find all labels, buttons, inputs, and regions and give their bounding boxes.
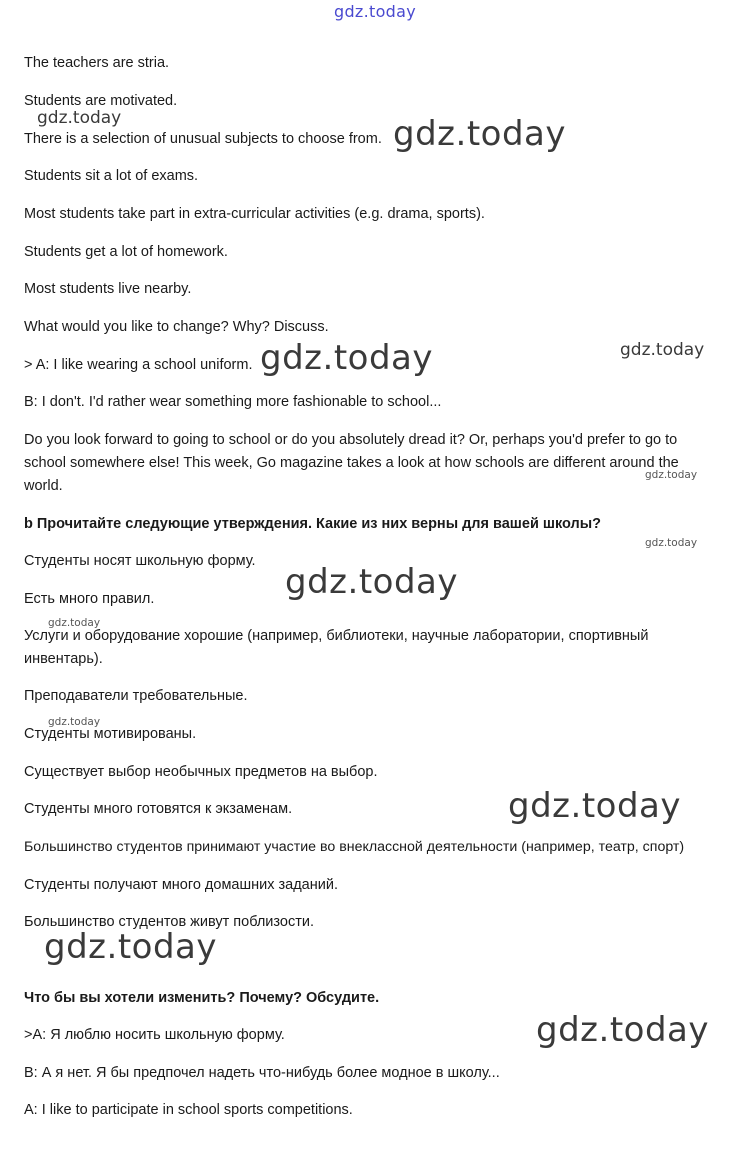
text-line: >A: Я люблю носить школьную форму. — [24, 1027, 285, 1043]
text-line: There is a selection of unusual subjects to choose from. — [24, 131, 382, 147]
text-line: Most students live nearby. — [24, 281, 192, 297]
text-line: > A: I like wearing a school uniform. — [24, 357, 253, 373]
text-line: B: А я нет. Я бы предпочел надеть что-нибудь более модное в школу... — [24, 1065, 500, 1081]
text-paragraph: Услуги и оборудование хорошие (например, библиотеки, научные лаборатории, спортивный инвентарь). — [24, 628, 649, 667]
text-line: Преподаватели требовательные. — [24, 688, 248, 704]
watermark: gdz.today — [620, 340, 705, 360]
watermark: gdz.today — [48, 617, 101, 629]
watermark: gdz.today — [285, 562, 458, 602]
text-line: A: I like to participate in school sports competitions. — [24, 1102, 353, 1118]
text-line: The teachers are stria. — [24, 55, 170, 71]
text-line: What would you like to change? Why? Discuss. — [24, 319, 329, 335]
text-line: Существует выбор необычных предметов на выбор. — [24, 764, 378, 780]
text-line: Most students take part in extra-curricular activities (e.g. drama, sports). — [24, 206, 485, 222]
watermark: gdz.today — [393, 114, 566, 154]
text-line: Students sit a lot of exams. — [24, 168, 199, 184]
watermark: gdz.today — [508, 786, 681, 826]
watermark: gdz.today — [536, 1010, 709, 1050]
text-line: Students are motivated. — [24, 93, 178, 109]
watermark: gdz.today — [645, 469, 698, 481]
text-line: Студенты много готовятся к экзаменам. — [24, 801, 293, 817]
text-line: Есть много правил. — [24, 591, 155, 607]
text-paragraph: Do you look forward to going to school or do you absolutely dread it? Or, perhaps you'd prefer to go to school somewhere else! This week, Go magazine takes a look at how schools are different around the world. — [24, 432, 679, 494]
watermark: gdz.today — [44, 927, 217, 967]
text-line: Студенты носят школьную форму. — [24, 553, 256, 569]
text-line: B: I don't. I'd rather wear something more fashionable to school... — [24, 394, 442, 410]
watermark: gdz.today — [645, 537, 698, 549]
text-line: Большинство студентов живут поблизости. — [24, 914, 314, 930]
watermark: gdz.today — [37, 108, 122, 128]
header-watermark: gdz.today — [334, 2, 416, 21]
watermark: gdz.today — [260, 338, 433, 378]
text-line: Большинство студентов принимают участие во внеклассной деятельности (например, театр, спорт) — [24, 839, 685, 855]
watermark: gdz.today — [48, 716, 101, 728]
text-line: Студенты мотивированы. — [24, 726, 197, 742]
section-heading: Что бы вы хотели изменить? Почему? Обсудите. — [24, 990, 380, 1006]
text-line: Студенты получают много домашних заданий. — [24, 877, 338, 893]
section-heading: b Прочитайте следующие утверждения. Какие из них верны для вашей школы? — [24, 516, 601, 532]
text-line: Students get a lot of homework. — [24, 244, 228, 260]
